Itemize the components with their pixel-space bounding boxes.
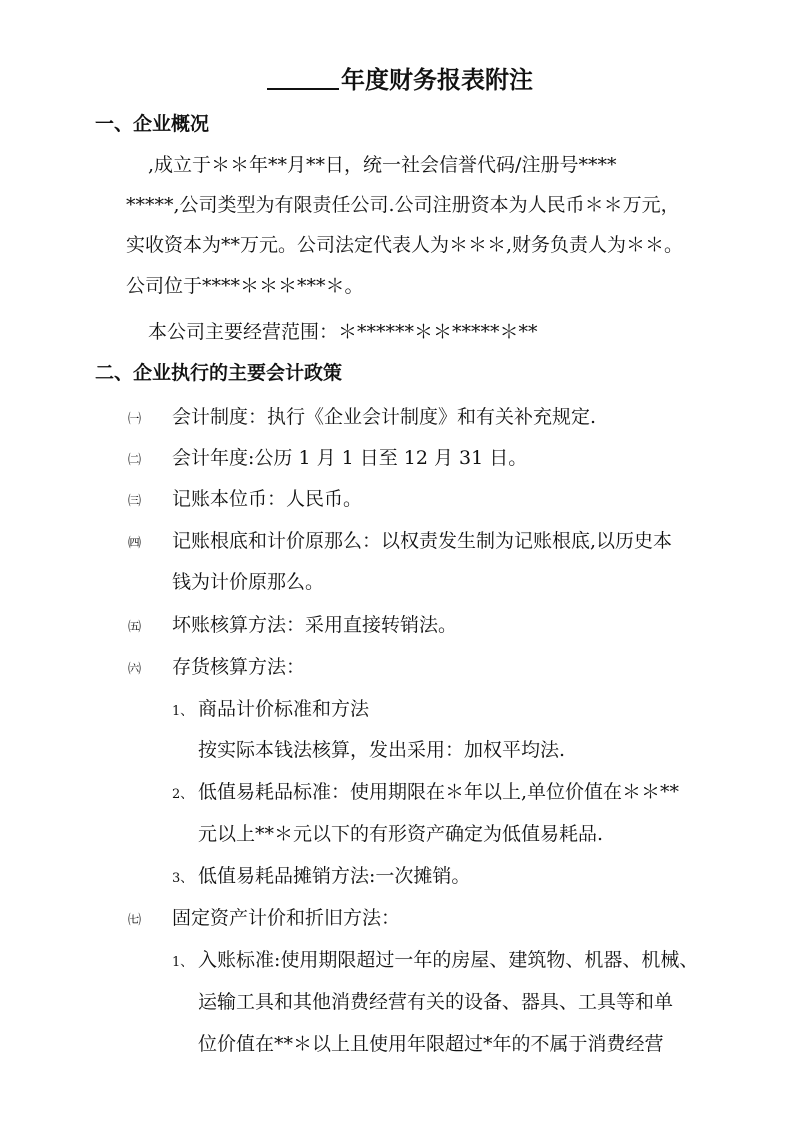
policy-item-text: 存货核算方法： [172,656,306,678]
policy-item-number: ㈠ [128,412,142,427]
inventory-item-text: 低值易耗品标准：使用期限在＊年以上,单位价值在＊＊** [198,781,680,803]
section-1-line-2: *****,公司类型为有限责任公司.公司注册资本为人民币＊＊万元， [126,194,680,216]
policy-item-number: ㈣ [128,536,142,551]
section-1-line-3: 实收资本为**万元。公司法定代表人为＊＊＊,财务负责人为＊＊。 [126,234,684,256]
inventory-item-2-continuation: 元以上**＊元以下的有形资产确定为低值易耗品. [198,823,604,845]
inventory-item-text: 低值易耗品摊销方法:一次摊销。 [198,865,471,887]
policy-item-2 [128,442,527,477]
policy-item-text: 会计制度：执行《企业会计制度》和有关补充规定. [172,406,597,428]
title-text: 年度财务报表附注 [341,65,533,94]
inventory-item-3 [172,860,470,895]
policy-item-text: 固定资产计价和折旧方法： [172,907,401,929]
inventory-item-1-continuation: 按实际本钱法核算，发出采用：加权平均法. [198,739,566,761]
policy-item-number: ㈤ [128,620,142,635]
policy-item-3 [128,483,362,518]
section-2-heading: 二、企业执行的主要会计政策 [95,362,343,384]
policy-item-text: 记账根底和计价原那么：以权责发生制为记账根底,以历史本 [172,530,673,552]
inventory-item-number: 1、 [172,704,194,719]
fixed-assets-sub-line-3: 位价值在**＊以上且使用年限超过*年的不属于消费经营 [198,1033,664,1055]
section-1-heading: 一、企业概况 [95,113,210,135]
policy-item-7 [128,902,400,937]
inventory-item-2 [172,776,679,811]
inventory-item-text: 商品计价标准和方法 [198,698,370,720]
section-1-line-1: ,成立于＊＊年**月**日，统一社会信誉代码/注册号**** [148,154,617,176]
inventory-item-number: 2、 [172,787,194,802]
fixed-assets-sub-text: 入账标准:使用期限超过一年的房屋、建筑物、机器、机械、 [198,949,699,971]
fixed-assets-sub-line-2: 运输工具和其他消费经营有关的设备、器具、工具等和单 [198,991,674,1013]
policy-item-number: ㈢ [128,494,142,509]
policy-item-4-continuation: 钱为计价原那么。 [172,571,325,593]
policy-item-5 [128,609,457,644]
policy-item-6 [128,651,305,686]
policy-item-text: 坏账核算方法：采用直接转销法。 [172,614,458,636]
inventory-item-number: 3、 [172,871,194,886]
policy-item-4 [128,525,672,560]
section-1-line-4: 公司位于****＊＊＊***＊。 [126,275,364,297]
title-blank-underline [267,62,339,90]
policy-item-1 [128,401,596,436]
policy-item-text: 记账本位币：人民币。 [172,488,363,510]
document-title [0,60,800,100]
policy-item-text: 会计年度:公历 1 月 1 日至 12 月 31 日。 [172,447,528,469]
section-1-line-5: 本公司主要经营范围：＊******＊＊*****＊** [148,321,538,343]
fixed-assets-sub-number: 1、 [172,955,194,970]
policy-item-number: ㈦ [128,913,142,928]
fixed-assets-sub-1 [172,944,698,979]
policy-item-number: ㈡ [128,453,142,468]
inventory-item-1 [172,693,369,728]
policy-item-number: ㈥ [128,662,142,677]
